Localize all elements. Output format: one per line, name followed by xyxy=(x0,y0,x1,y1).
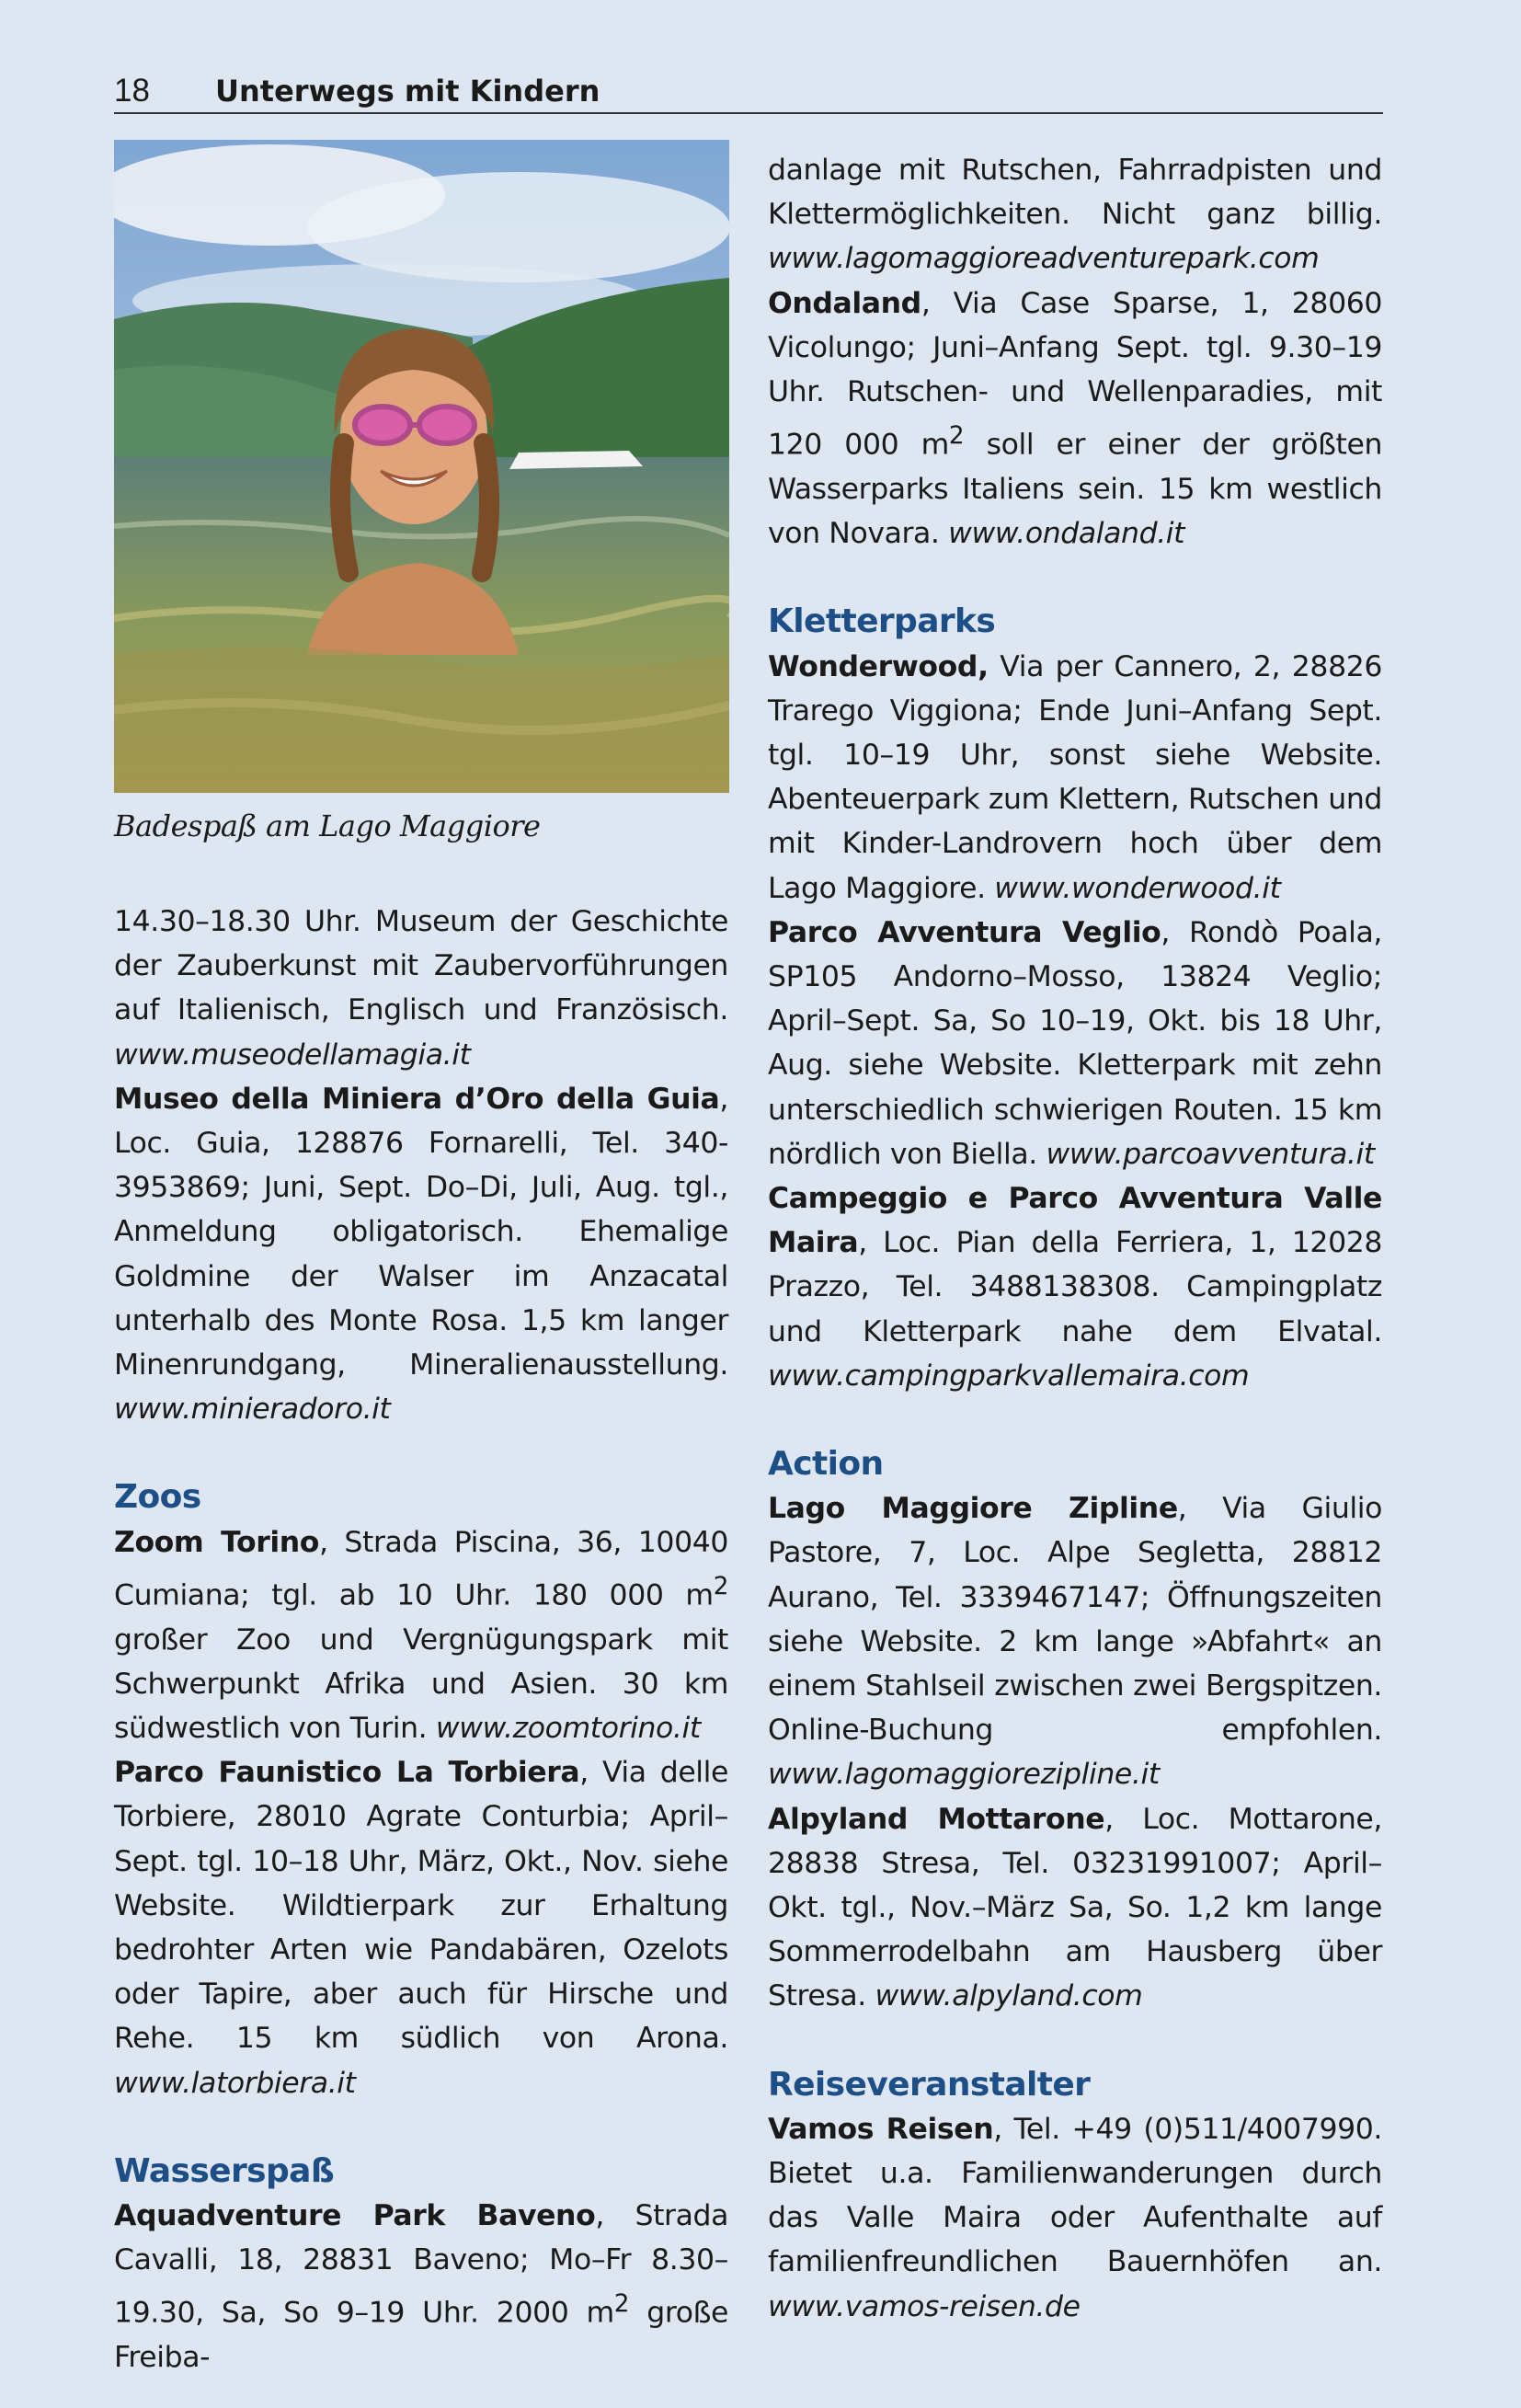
url: www.campingparkvallemaira.com xyxy=(768,1359,1250,1393)
entry-name: Wonderwood, xyxy=(768,649,989,683)
entry-zoom-torino: Zoom Torino, Strada Piscina, 36, 10040 Cumiana; tgl. ab 10 Uhr. 180 000 $m^2$ großer Zoo und Vergnügungspark mit Schwerpunkt Afrika und Asien. 30 km südwestlich von Turin. www.zoomtorino.it xyxy=(114,1525,728,1745)
url: www.minieradoro.it xyxy=(114,1393,391,1427)
entry-name: Lago Maggiore Zipline xyxy=(768,1492,1178,1526)
url: www.museodellamagia.it xyxy=(114,1038,471,1072)
entry-parco-avventura-veglio: Parco Avventura Veglio, Rondò Poala, SP105 Andorno–Mosso, 13824 Veglio; April–Sept. Sa, So 10–19, Okt. bis 18 Uhr, Aug. siehe Website. Kletterpark mit zehn unterschiedlich schwierigen Routen. 15 km nördlich von Biella. www.parcoavventura.it xyxy=(768,915,1383,1171)
url: www.alpyland.com xyxy=(875,1979,1143,2013)
url: www.latorbiera.it xyxy=(114,2066,356,2100)
url: www.zoomtorino.it xyxy=(435,1711,701,1745)
entry-torbiera: Parco Faunistico La Torbiera, Via delle Torbiere, 28010 Agrate Conturbia; April–Sept. tgl. 10–18 Uhr, März, Okt., Nov. siehe Website. Wildtierpark zur Erhaltung bedrohter Arten wie Pandabären, Ozelots oder Tapire, aber auch für Hirsche und Rehe. 15 km südlich von Arona. www.latorbiera.it xyxy=(114,1756,728,2100)
url: www.lagomaggiorezipline.it xyxy=(768,1758,1160,1792)
photo-caption: Badespaß am Lago Maggiore xyxy=(114,808,541,843)
left-column xyxy=(114,900,728,2379)
photo-girl-swimming xyxy=(114,140,729,793)
entry-name: Museo della Miniera d’Oro della Guia xyxy=(114,1082,720,1116)
url: www.wonderwood.it xyxy=(994,871,1281,905)
entry-name: Aquadventure Park Baveno xyxy=(114,2198,596,2232)
section-heading-kletterparks: Kletterparks xyxy=(768,602,996,641)
running-title: Unterwegs mit Kindern xyxy=(215,74,600,109)
entry-name: Zoom Torino xyxy=(114,1525,320,1559)
section-heading-action: Action xyxy=(768,1444,884,1483)
url: www.lagomaggioreadventurepark.com xyxy=(768,242,1320,276)
section-heading-wasserspass: Wasserspaß xyxy=(114,2151,335,2190)
url: www.ondaland.it xyxy=(948,517,1185,551)
url: www.parcoavventura.it xyxy=(1046,1137,1375,1171)
entry-name: Parco Avventura Veglio xyxy=(768,915,1161,949)
entry-name: Vamos Reisen xyxy=(768,2112,994,2146)
entry-vamos-reisen: Vamos Reisen, Tel. +49 (0)511/4007990. Bietet u.a. Familienwanderungen durch das Valle Maira oder Aufenthalte auf familienfreundlichen Bauernhöfen an. www.vamos-reisen.de xyxy=(768,2112,1382,2323)
entry-aquadventure: Aquadventure Park Baveno, Strada Cavalli, 18, 28831 Baveno; Mo–Fr 8.30–19.30, Sa, So 9–19 Uhr. 2000 $m^2$ große Freiba- xyxy=(114,2198,728,2375)
entry-ondaland: Ondaland, Via Case Sparse, 1, 28060 Vicolungo; Juni–Anfang Sept. tgl. 9.30–19 Uhr. Rutschen- und Wellenparadies, mit 120 000 $m^2$ soll er einer der größten Wasserparks Italiens sein. 15 km westlich von Novara. www.ondaland.it xyxy=(768,286,1383,551)
entry-name: Parco Faunistico La Torbiera xyxy=(114,1756,580,1790)
url: www.vamos-reisen.de xyxy=(768,2289,1081,2323)
entry-name: Alpyland Mottarone xyxy=(768,1802,1105,1836)
entry-wonderwood: Wonderwood, Via per Cannero, 2, 28826 Trarego Viggiona; Ende Juni–Anfang Sept. tgl. 10–19 Uhr, sonst siehe Website. Abenteuerpark zum Klettern, Rutschen und mit Kinder-Landrovern hoch über dem Lago Maggiore. www.wonderwood.it xyxy=(768,649,1382,905)
entry-museo-miniera: Museo della Miniera d’Oro della Guia, Loc. Guia, 128876 Fornarelli, Tel. 340-3953869; Juni, Sept. Do–Di, Juli, Aug. tgl., Anmeldung obligatorisch. Ehemalige Goldmine der Walser im Anzacatal unterhalb des Monte Rosa. 1,5 km langer Minenrundgang, Mineralienausstellung. www.minieradoro.it xyxy=(114,1082,728,1427)
entry-valle-maira: Campeggio e Parco Avventura Valle Maira, Loc. Pian della Ferriera, 1, 12028 Prazzo, Tel. 3488138308. Campingplatz und Kletterpark nahe dem Elvatal. www.campingparkvallemaira.com xyxy=(768,1181,1382,1393)
entry-name: Ondaland xyxy=(768,286,921,320)
section-heading-zoos: Zoos xyxy=(114,1478,201,1517)
entry-aquadventure-continued: danlage mit Rutschen, Fahrradpisten und Klettermöglichkeiten. Nicht ganz billig. www.lagomaggioreadventurepark.com xyxy=(768,154,1382,276)
running-header xyxy=(114,70,1383,114)
entry-name: Campeggio e Parco Avventura Valle Maira xyxy=(768,1181,1382,1260)
entry-zipline: Lago Maggiore Zipline, Via Giulio Pastore, 7, Loc. Alpe Segletta, 28812 Aurano, Tel. 3339467147; Öffnungszeiten siehe Website. 2 km lange »Abfahrt« an einem Stahlseil zwischen zwei Bergspitzen. Online-Buchung empfohlen. www.lagomaggiorezipline.it xyxy=(768,1492,1382,1792)
page-number: 18 xyxy=(114,73,150,109)
right-column xyxy=(768,148,1382,2329)
entry-museo-magia-continued: 14.30–18.30 Uhr. Museum der Geschichte der Zauberkunst mit Zaubervorführungen auf Italienisch, Englisch und Französisch. www.museodellamagia.it xyxy=(114,905,728,1072)
entry-alpyland: Alpyland Mottarone, Loc. Mottarone, 28838 Stresa, Tel. 03231991007; April–Okt. tgl., Nov.–März Sa, So. 1,2 km lange Sommerrodelbahn am Hausberg über Stresa. www.alpyland.com xyxy=(768,1802,1382,2013)
section-heading-reiseveranstalter: Reiseveranstalter xyxy=(768,2065,1091,2104)
